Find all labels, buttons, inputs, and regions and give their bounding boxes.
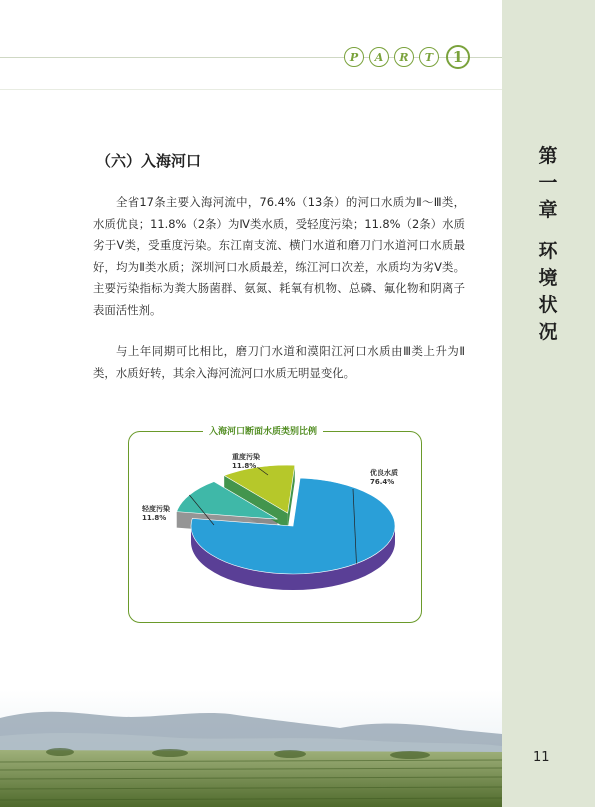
part-letter: T (419, 47, 439, 67)
chapter-char: 环 (538, 240, 558, 262)
pie-slice-label: 轻度污染 (142, 505, 170, 513)
header-rule-secondary (0, 89, 502, 90)
chapter-char: 况 (538, 321, 558, 343)
section-title: （六）入海河口 (96, 152, 202, 170)
part-number: 1 (446, 45, 470, 69)
pie-slice-label: 重度污染 (232, 453, 260, 461)
landscape-image (0, 690, 502, 807)
chapter-char: 章 (538, 199, 558, 221)
pie-slice-value: 11.8% (232, 462, 257, 470)
pie-slice-label: 优良水质 (370, 469, 398, 477)
part-letter: R (394, 47, 414, 67)
chapter-sidebar (502, 0, 595, 807)
chapter-char: 一 (538, 172, 558, 194)
pie-chart (128, 431, 422, 623)
chapter-char: 第 (538, 145, 558, 167)
body-paragraph: 与上年同期可比相比，磨刀门水道和漠阳江河口水质由Ⅲ类上升为Ⅱ类，水质好转，其余入海河流河口水质无明显变化。 (93, 344, 465, 380)
part-badge (344, 44, 470, 70)
part-letter: A (369, 47, 389, 67)
body-paragraph: 全省17条主要入海河流中，76.4%（13条）的河口水质为Ⅱ～Ⅲ类，水质优良；11.8%（2条）为Ⅳ类水质，受轻度污染；11.8%（2条）水质劣于Ⅴ类，受重度污染。东江南支流、横门水道和磨刀门水道河口水质最好，均为Ⅱ类水质；深圳河口水质最差，练江河口次差，水质均为劣Ⅴ类。主要污染指标为粪大肠菌群、氨氮、耗氧有机物、总磷、氟化物和阴离子表面活性剂。 (93, 195, 465, 317)
chapter-char: 状 (538, 294, 558, 316)
chapter-char: 境 (538, 267, 558, 289)
chapter-title (530, 143, 566, 346)
page-number: 11 (533, 750, 550, 765)
pie-slice-value: 11.8% (142, 514, 167, 522)
chart-title: 入海河口断面水质类别比例 (203, 424, 323, 437)
part-letter: P (344, 47, 364, 67)
pie-slice-value: 76.4% (370, 478, 395, 486)
